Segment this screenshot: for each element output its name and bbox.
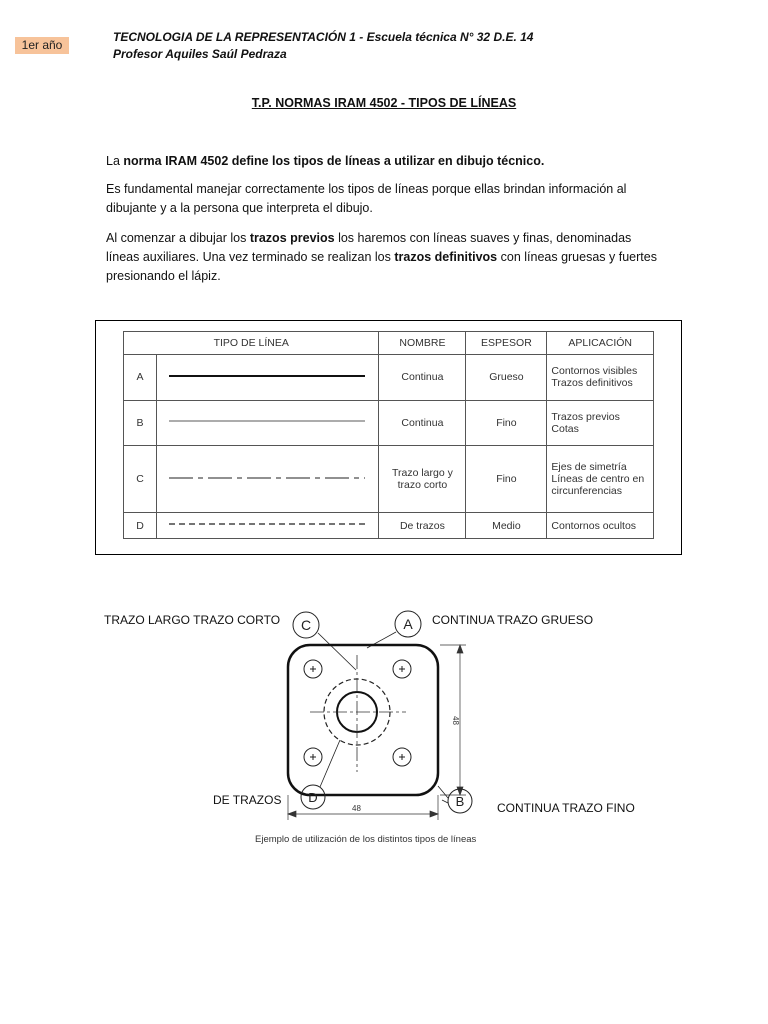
bold-text: trazos definitivos [394,250,498,264]
row-aplicacion: Trazos previos Cotas [547,400,654,446]
plate-outline [288,645,438,795]
line-sample-dashed [157,513,379,539]
row-nombre: De trazos [379,513,466,539]
bold-text: trazos previos [249,231,335,245]
label-continua-grueso: CONTINUA TRAZO GRUESO [432,613,594,627]
header-tipo: TIPO DE LÍNEA [124,332,379,355]
table-row [124,513,654,539]
header-aplicacion: APLICACIÓN [547,332,654,355]
figure-caption: Ejemplo de utilización de los distintos tipos de líneas [255,834,477,845]
callout-c [293,612,356,670]
row-nombre: Continua [379,355,466,401]
row-id: D [124,513,157,539]
year-badge: 1er año [15,37,69,54]
table-row [124,355,654,401]
label-de-trazos: DE TRAZOS [213,793,282,807]
callout-d-letter: D [308,790,318,805]
line-sample-thick [157,355,379,401]
text: los haremos con líneas suaves y finas, denominadas líneas auxiliares. Una vez terminado se realizan los [106,231,632,264]
text: Al comenzar a dibujar los [106,231,250,245]
row-aplicacion: Ejes de simetría Líneas de centro en circunferencias [547,446,654,513]
row-espesor: Fino [466,400,547,446]
label-continua-fino: CONTINUA TRAZO FINO [497,801,635,815]
dim-horizontal-value: 48 [352,804,361,813]
row-nombre: Trazo largo y trazo corto [379,446,466,513]
label-trazo-largo: TRAZO LARGO TRAZO CORTO [104,613,281,627]
callout-a-letter: A [403,616,413,632]
row-id: A [124,355,157,401]
line-types-table [123,331,654,539]
callout-b-letter: B [455,794,465,809]
dim-vertical-value: 48 [451,716,460,725]
table-header-row [124,332,654,355]
header-professor: Profesor Aquiles Saúl Pedraza [113,47,287,61]
table-row [124,446,654,513]
callout-c-letter: C [300,617,312,633]
row-id: B [124,400,157,446]
callout-a [367,611,421,648]
row-aplicacion: Contornos ocultos [547,513,654,539]
intro-paragraph-2: Es fundamental manejar correctamente los tipos de líneas porque ellas brindan información al dibujante y a la persona que interpreta el dibujo. [106,182,627,215]
callout-b [438,786,472,813]
intro-text: La [106,154,124,168]
line-sample-chain [157,446,379,513]
intro-paragraph-1 [106,152,666,171]
row-nombre: Continua [379,400,466,446]
row-espesor: Grueso [466,355,547,401]
table-row [124,400,654,446]
intro-bold-text: norma IRAM 4502 define los tipos de líneas a utilizar en dibujo técnico. [123,154,545,168]
header-school: TECNOLOGIA DE LA REPRESENTACIÓN 1 - Escuela técnica N° 32 D.E. 14 [113,30,534,44]
center-lines [310,655,406,772]
dimension-vertical [440,645,466,795]
plate-drawing [270,600,490,825]
row-aplicacion: Contornos visibles Trazos definitivos [547,355,654,401]
header-espesor: ESPESOR [466,332,547,355]
text: con líneas gruesas y fuertes presionando el lápiz. [106,250,657,283]
row-espesor: Medio [466,513,547,539]
intro-paragraph-3 [106,229,666,286]
row-id: C [124,446,157,513]
line-sample-thin [157,400,379,446]
row-espesor: Fino [466,446,547,513]
header-nombre: NOMBRE [379,332,466,355]
corner-holes [304,660,411,766]
document-title: T.P. NORMAS IRAM 4502 - TIPOS DE LÍNEAS [251,96,517,110]
